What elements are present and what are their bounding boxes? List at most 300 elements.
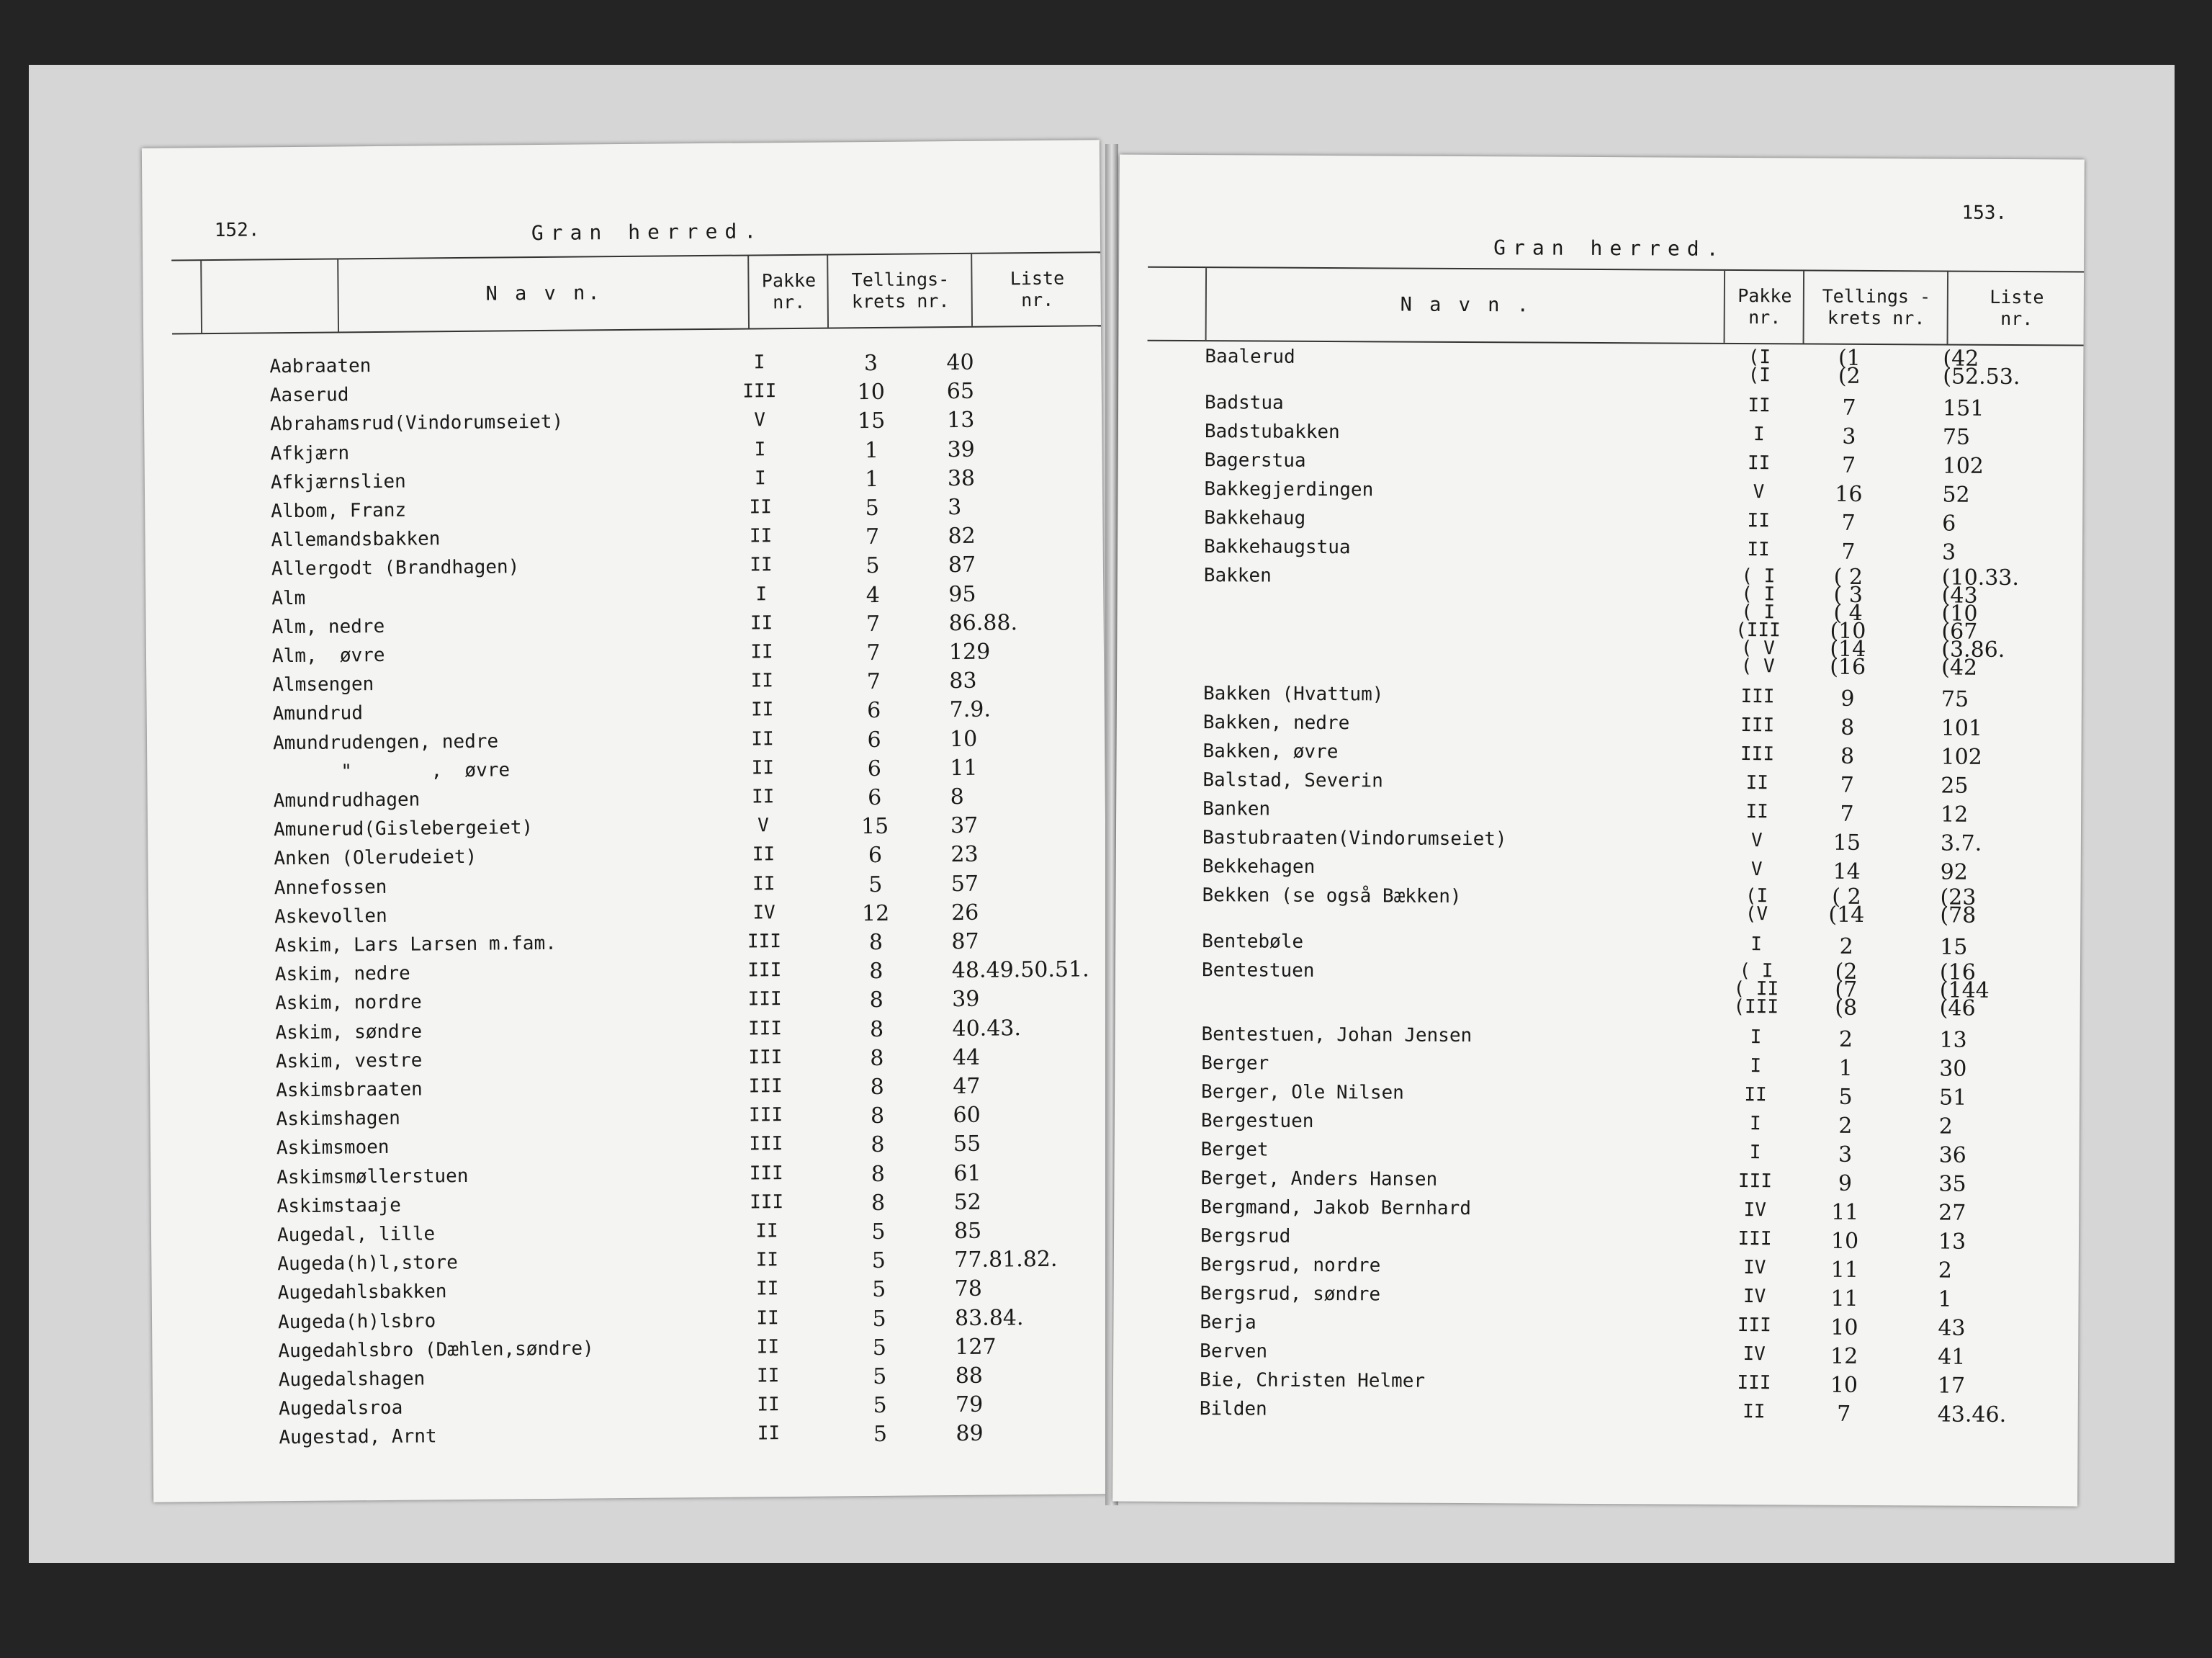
name-cell: Askim, søndre — [275, 1021, 423, 1044]
krets-cell: 7 — [865, 524, 880, 550]
liste-cell: 40 — [946, 349, 974, 376]
table-row — [1115, 930, 2080, 960]
liste-cell: 89 — [956, 1421, 984, 1447]
pakke-cell: IV — [752, 901, 775, 924]
name-cell: Bentestuen — [1201, 959, 1315, 982]
liste-cell: 43 — [1938, 1315, 1966, 1341]
liste-cell: 12 — [1941, 802, 1969, 828]
name-cell: Alm, øvre — [271, 644, 385, 668]
name-cell: Bentebøle — [1202, 931, 1304, 953]
pakke-cell: II — [749, 496, 772, 519]
liste-cell: 95 — [948, 581, 976, 607]
pakke-cell: V — [1753, 481, 1765, 503]
name-cell: Augedalshagen — [278, 1368, 426, 1392]
krets-cell: 10 — [857, 380, 886, 405]
name-cell: Aabraaten — [269, 355, 372, 378]
name-cell: Bakkehaugstua — [1203, 536, 1351, 559]
liste-cell: 13 — [1939, 1027, 1967, 1053]
pakke-cell: II — [1747, 510, 1770, 532]
pakke-cell: I — [755, 583, 768, 606]
table-row — [1115, 1023, 2080, 1053]
krets-cell: 5 — [1838, 1084, 1853, 1110]
pakke-cell: II — [1745, 772, 1769, 794]
table-row — [1118, 449, 2083, 479]
pakke-cell: I — [753, 351, 765, 374]
krets-cell: 8 — [1840, 743, 1855, 769]
liste-cell: 6 — [1942, 511, 1956, 537]
krets-cell: 10 — [1830, 1314, 1858, 1340]
name-cell: Askim, Lars Larsen m.fam. — [274, 932, 557, 957]
pakke-cell: II — [755, 1249, 779, 1271]
left-page — [142, 140, 1111, 1502]
liste-cell: 61 — [953, 1160, 981, 1186]
krets-cell: 10 — [1830, 1372, 1858, 1398]
name-cell: Baalerud — [1205, 346, 1295, 368]
table-header — [171, 251, 1101, 334]
name-cell: Bekkehagen — [1202, 856, 1316, 878]
pakke-cell: V — [1751, 830, 1763, 852]
krets-cell: 9 — [1838, 1170, 1853, 1196]
name-cell: Amunerud(Gislebergeiet) — [273, 817, 534, 841]
krets-cell: 6 — [868, 843, 883, 869]
krets-cell: (1 (2 — [1838, 345, 1861, 389]
name-cell: Askevollen — [274, 905, 387, 928]
krets-cell: 14 — [1833, 859, 1861, 884]
krets-cell: 5 — [865, 495, 879, 521]
name-cell: Bekken (se også Bækken) — [1202, 884, 1462, 908]
krets-cell: 5 — [871, 1248, 886, 1274]
krets-cell: 8 — [871, 1161, 885, 1187]
pakke-cell: II — [1747, 452, 1771, 475]
name-cell: Amundrudengen, nedre — [272, 730, 499, 754]
krets-cell: ( 2 (14 — [1828, 884, 1865, 928]
pakke-cell: II — [752, 872, 775, 895]
name-cell: Albom, Franz — [271, 499, 407, 523]
krets-cell: 5 — [866, 553, 880, 579]
liste-cell: 127 — [955, 1334, 997, 1360]
name-cell: Bakkegjerdingen — [1204, 478, 1374, 501]
pakke-cell: II — [756, 1335, 780, 1358]
header-liste: Liste nr. — [971, 253, 1102, 326]
liste-cell: 151 — [1942, 395, 1984, 421]
pakke-cell: I — [1750, 1055, 1762, 1077]
name-cell: Afkjærn — [270, 442, 350, 465]
liste-cell: 92 — [1940, 859, 1968, 885]
name-cell: Annefossen — [274, 876, 387, 899]
name-cell: Bakken, øvre — [1202, 740, 1339, 763]
name-cell: Bastubraaten(Vindorumseiet) — [1202, 827, 1507, 851]
liste-cell: 35 — [1938, 1171, 1966, 1197]
pakke-cell: V — [1750, 859, 1763, 881]
name-cell: Berget — [1200, 1139, 1269, 1161]
krets-cell: 8 — [868, 929, 884, 956]
header-pakke: Pakke nr. — [1724, 271, 1805, 344]
liste-cell: 3.7. — [1940, 830, 1982, 856]
liste-cell: 26 — [950, 900, 979, 926]
table-row — [1115, 1109, 2080, 1139]
name-cell: " , øvre — [273, 759, 511, 784]
liste-cell: 82 — [948, 523, 976, 550]
liste-cell: 36 — [1938, 1142, 1966, 1168]
name-cell: Badstubakken — [1204, 421, 1340, 444]
liste-cell: 47 — [953, 1073, 981, 1100]
pakke-cell: III — [1740, 743, 1775, 766]
pakke-cell: II — [755, 1220, 778, 1242]
name-cell: Amundrudhagen — [273, 789, 421, 812]
pakke-cell: III — [748, 1075, 783, 1098]
krets-cell: 8 — [871, 1132, 885, 1158]
pakke-cell: III — [742, 380, 777, 403]
krets-cell: 8 — [871, 1190, 886, 1216]
pakke-cell: II — [751, 786, 775, 808]
krets-cell: 8 — [869, 959, 884, 985]
pakke-cell: ( I ( II (III — [1733, 960, 1779, 1018]
krets-cell: 11 — [1831, 1199, 1859, 1225]
krets-cell: 8 — [1840, 714, 1855, 740]
name-cell: Augedalsroa — [278, 1397, 403, 1420]
krets-cell: 5 — [873, 1393, 887, 1419]
krets-cell: (2 (7 (8 — [1835, 959, 1858, 1021]
pakke-cell: II — [752, 843, 775, 866]
krets-cell: 6 — [867, 727, 881, 753]
pakke-cell: IV — [1743, 1199, 1766, 1222]
liste-cell: 38 — [947, 465, 976, 491]
name-cell: Anken (Olerudeiet) — [274, 846, 477, 870]
krets-cell: 7 — [1842, 395, 1856, 421]
liste-cell: 75 — [1942, 424, 1971, 450]
pakke-cell: II — [749, 525, 773, 547]
pakke-cell: III — [1740, 714, 1775, 737]
pakke-cell: III — [747, 988, 782, 1011]
name-cell: Abrahamsrud(Vindorumseiet) — [270, 411, 564, 436]
krets-cell: 9 — [1840, 686, 1855, 712]
krets-cell: 3 — [1842, 424, 1856, 449]
table-row — [1114, 1282, 2079, 1312]
liste-cell: 1 — [1938, 1286, 1952, 1312]
krets-cell: 5 — [873, 1422, 888, 1448]
krets-cell: 1 — [1838, 1055, 1853, 1081]
table-row — [1113, 1397, 2078, 1428]
header-navn: N a v n . — [1205, 268, 1726, 343]
table-row — [1118, 420, 2083, 450]
pakke-cell: II — [1744, 1084, 1767, 1106]
table-row — [1118, 478, 2082, 508]
name-cell: Askimsbraaten — [276, 1078, 423, 1102]
liste-cell: 40.43. — [952, 1015, 1022, 1041]
krets-cell: 11 — [1830, 1257, 1858, 1283]
name-cell: Bilden — [1199, 1398, 1267, 1420]
name-cell: Aaserud — [269, 384, 349, 407]
liste-cell: 44 — [952, 1044, 981, 1070]
liste-cell: 101 — [1941, 715, 1983, 741]
liste-cell: 10 — [949, 726, 978, 752]
krets-cell: 7 — [1842, 452, 1856, 478]
pakke-cell: I — [754, 438, 766, 461]
table-row — [1116, 826, 2081, 856]
pakke-cell: III — [1740, 686, 1775, 708]
liste-cell: (42 (52.53. — [1943, 346, 2020, 390]
table-row — [1115, 1080, 2080, 1111]
table-row — [1117, 682, 2082, 712]
header-navn: N a v n. — [337, 256, 750, 331]
table-row — [1115, 884, 2080, 928]
krets-cell: 6 — [868, 784, 882, 811]
pakke-cell: III — [750, 1191, 784, 1214]
name-cell: Bentestuen, Johan Jensen — [1201, 1023, 1473, 1047]
table-row — [1116, 855, 2081, 885]
pakke-cell: II — [757, 1394, 780, 1416]
table-row — [1118, 345, 2083, 390]
register-rows — [1119, 345, 2084, 1428]
pakke-cell: II — [750, 641, 773, 663]
liste-cell: 83.84. — [954, 1304, 1024, 1331]
name-cell: Bergsrud, søndre — [1200, 1283, 1381, 1306]
name-cell: Augedahlsbro (Dæhlen,søndre) — [278, 1337, 594, 1363]
liste-cell: 60 — [953, 1102, 981, 1129]
krets-cell: 8 — [870, 1074, 884, 1101]
header-krets: Tellings - krets nr. — [1803, 271, 1949, 344]
liste-cell: 51 — [1938, 1085, 1967, 1111]
right-page — [1112, 155, 2085, 1507]
pakke-cell: II — [757, 1422, 781, 1445]
table-row — [1115, 1138, 2080, 1168]
pakke-cell: I — [754, 467, 766, 490]
krets-cell: 7 — [1837, 1401, 1851, 1427]
liste-cell: 86.88. — [948, 610, 1018, 636]
name-cell: Afkjærnslien — [270, 470, 406, 494]
krets-cell: 7 — [1841, 510, 1856, 536]
page-title: Gran herred. — [1493, 236, 1726, 261]
pakke-cell: III — [1737, 1170, 1773, 1193]
liste-cell: 13 — [1938, 1229, 1966, 1255]
liste-cell: 52 — [953, 1189, 981, 1215]
pakke-cell: II — [750, 699, 774, 721]
krets-cell: 15 — [857, 408, 886, 434]
liste-cell: (16 (144 (46 — [1939, 959, 1990, 1021]
register-rows — [143, 349, 1101, 1449]
name-cell: Amundrud — [272, 702, 364, 725]
name-cell: Askimsmoen — [276, 1137, 390, 1160]
name-cell: Augeda(h)l,store — [277, 1252, 458, 1276]
name-cell: Bakkehaug — [1204, 507, 1306, 529]
krets-cell: 3 — [863, 350, 878, 377]
name-cell: Berger, Ole Nilsen — [1201, 1081, 1404, 1104]
pakke-cell: IV — [1743, 1257, 1766, 1279]
liste-cell: 3 — [1941, 539, 1956, 565]
pakke-cell: III — [1737, 1314, 1771, 1337]
krets-cell: 7 — [866, 611, 881, 637]
name-cell: Allemandsbakken — [271, 528, 441, 552]
liste-cell: 87 — [951, 928, 979, 955]
pakke-cell: IV — [1743, 1343, 1766, 1366]
liste-cell: (10.33. (43 (10 (67 (3.86. (42 — [1941, 565, 2020, 681]
table-row — [1118, 506, 2082, 537]
liste-cell: 23 — [950, 842, 979, 868]
name-cell: Askimstaaje — [276, 1194, 401, 1218]
krets-cell: 2 — [1839, 933, 1853, 959]
page-number: 152. — [214, 219, 260, 241]
name-cell: Bakken — [1203, 565, 1272, 587]
pakke-cell: III — [747, 931, 782, 953]
pakke-cell: II — [756, 1365, 780, 1387]
pakke-cell: III — [747, 1017, 783, 1040]
table-row — [1113, 1311, 2078, 1341]
name-cell: Bergmand, Jakob Bernhard — [1200, 1196, 1472, 1220]
name-cell: Berget, Anders Hansen — [1200, 1168, 1438, 1191]
krets-cell: 4 — [866, 582, 880, 608]
krets-cell: 16 — [1835, 481, 1863, 507]
name-cell: Bergsrud, nordre — [1200, 1254, 1381, 1277]
pakke-cell: III — [749, 1133, 783, 1155]
krets-cell: 1 — [864, 437, 879, 463]
krets-cell: 7 — [1841, 539, 1856, 565]
pakke-cell: III — [747, 959, 782, 982]
pakke-cell: III — [748, 1104, 783, 1126]
liste-cell: 43.46. — [1937, 1402, 2007, 1428]
liste-cell: 39 — [952, 987, 980, 1013]
krets-cell: 7 — [866, 640, 881, 666]
pakke-cell: II — [1748, 395, 1771, 417]
liste-cell: 65 — [946, 378, 975, 405]
krets-cell: 8 — [870, 1103, 885, 1129]
pakke-cell: I — [1749, 1113, 1761, 1135]
pakke-cell: II — [755, 1278, 779, 1300]
liste-cell: 8 — [950, 784, 964, 810]
pakke-cell: I — [1753, 424, 1765, 446]
pakke-cell: (I (I — [1748, 346, 1771, 387]
krets-cell: 7 — [1840, 801, 1854, 827]
name-cell: Almsengen — [272, 673, 374, 696]
krets-cell: 5 — [872, 1335, 887, 1361]
name-cell: Banken — [1202, 798, 1271, 820]
table-row — [1114, 1196, 2079, 1226]
krets-cell: 8 — [869, 987, 884, 1013]
pakke-cell: III — [749, 1162, 783, 1185]
krets-cell: 3 — [1838, 1142, 1853, 1168]
table-row — [1117, 711, 2082, 741]
liste-cell: 41 — [1938, 1344, 1966, 1370]
krets-cell: 6 — [866, 698, 881, 724]
krets-cell: 12 — [1830, 1343, 1858, 1369]
liste-cell: 102 — [1941, 744, 1982, 770]
table-row — [1117, 740, 2082, 770]
liste-cell: 11 — [950, 755, 978, 781]
name-cell: Balstad, Severin — [1202, 769, 1383, 792]
name-cell: Bie, Christen Helmer — [1199, 1369, 1426, 1392]
krets-cell: 7 — [866, 669, 881, 695]
liste-cell: 52 — [1942, 482, 1970, 508]
pakke-cell: II — [750, 670, 774, 692]
page-number: 153. — [1961, 202, 2008, 224]
pakke-cell: III — [1737, 1372, 1771, 1394]
liste-cell: 30 — [1939, 1056, 1967, 1082]
name-cell: Berven — [1200, 1340, 1268, 1363]
table-row — [1113, 1340, 2078, 1370]
pakke-cell: ( I ( I ( I (III ( V ( V — [1735, 565, 1781, 678]
table-header — [1148, 266, 2085, 346]
liste-cell: 75 — [1941, 686, 1969, 712]
pakke-cell: I — [1749, 1142, 1761, 1164]
krets-cell: 15 — [860, 814, 889, 840]
table-row — [1116, 768, 2081, 799]
name-cell: Bergestuen — [1200, 1110, 1314, 1132]
pakke-cell: II — [1743, 1401, 1766, 1423]
krets-cell: 12 — [861, 900, 890, 926]
liste-cell: 17 — [1937, 1373, 1966, 1399]
krets-cell: 15 — [1833, 830, 1861, 856]
header-pakke: Pakke nr. — [747, 256, 829, 328]
name-cell: Askimsmøllerstuen — [276, 1165, 469, 1188]
liste-cell: 129 — [948, 639, 991, 666]
liste-cell: 55 — [953, 1132, 981, 1157]
name-cell: Askim, nedre — [274, 962, 410, 986]
name-cell: Alm, nedre — [271, 615, 385, 639]
krets-cell: 5 — [868, 871, 883, 897]
name-cell: Alm — [271, 587, 306, 609]
krets-cell: 11 — [1830, 1286, 1858, 1312]
liste-cell: 25 — [1941, 773, 1969, 799]
liste-cell: 39 — [947, 436, 975, 462]
krets-cell: ( 2 ( 3 ( 4 (10 (14 (16 — [1830, 564, 1866, 680]
pakke-cell: II — [1745, 801, 1768, 823]
krets-cell: 2 — [1838, 1026, 1853, 1052]
name-cell: Augestad, Arnt — [279, 1425, 437, 1449]
table-row — [1117, 564, 2082, 681]
liste-cell: 13 — [947, 408, 975, 434]
name-cell: Augedal, lille — [276, 1223, 436, 1247]
name-cell: Bakken (Hvattum) — [1202, 683, 1384, 706]
krets-cell: 7 — [1840, 772, 1854, 798]
liste-cell: 87 — [948, 552, 976, 578]
liste-cell: 83 — [949, 668, 977, 694]
liste-cell: 88 — [955, 1363, 984, 1389]
krets-cell: 8 — [870, 1045, 884, 1071]
header-liste: Liste nr. — [1947, 272, 2086, 345]
liste-cell: 7.9. — [949, 696, 992, 723]
liste-cell: 15 — [1940, 934, 1968, 960]
krets-cell: 5 — [872, 1306, 886, 1332]
pakke-cell: II — [1747, 539, 1770, 561]
pakke-cell: V — [757, 815, 770, 837]
liste-cell: 2 — [1938, 1258, 1952, 1283]
pakke-cell: II — [756, 1307, 779, 1330]
liste-cell: 3 — [948, 494, 962, 521]
table-row — [1115, 959, 2080, 1021]
header-krets: Tellings- krets nr. — [827, 254, 973, 328]
pakke-cell: I — [1750, 933, 1763, 956]
liste-cell: (23 (78 — [1940, 884, 1977, 928]
name-cell: Askimshagen — [276, 1107, 400, 1131]
pakke-cell: I — [1750, 1026, 1762, 1049]
name-cell: Bakken, nedre — [1202, 712, 1350, 735]
liste-cell: 48.49.50.51. — [951, 956, 1089, 984]
liste-cell: 85 — [953, 1218, 982, 1245]
pakke-cell: II — [750, 554, 773, 576]
pakke-cell: III — [748, 1046, 783, 1069]
liste-cell: 78 — [954, 1276, 983, 1302]
table-row — [1114, 1253, 2079, 1283]
krets-cell: 5 — [871, 1219, 886, 1245]
krets-cell: 10 — [1830, 1228, 1859, 1254]
krets-cell: 2 — [1838, 1113, 1853, 1139]
table-row — [1113, 1368, 2078, 1399]
pakke-cell: II — [751, 757, 775, 779]
pakke-cell: III — [1737, 1228, 1772, 1250]
pakke-cell: II — [751, 727, 774, 750]
table-row — [1115, 1052, 2080, 1082]
krets-cell: 5 — [873, 1363, 887, 1390]
krets-cell: 1 — [865, 466, 879, 492]
